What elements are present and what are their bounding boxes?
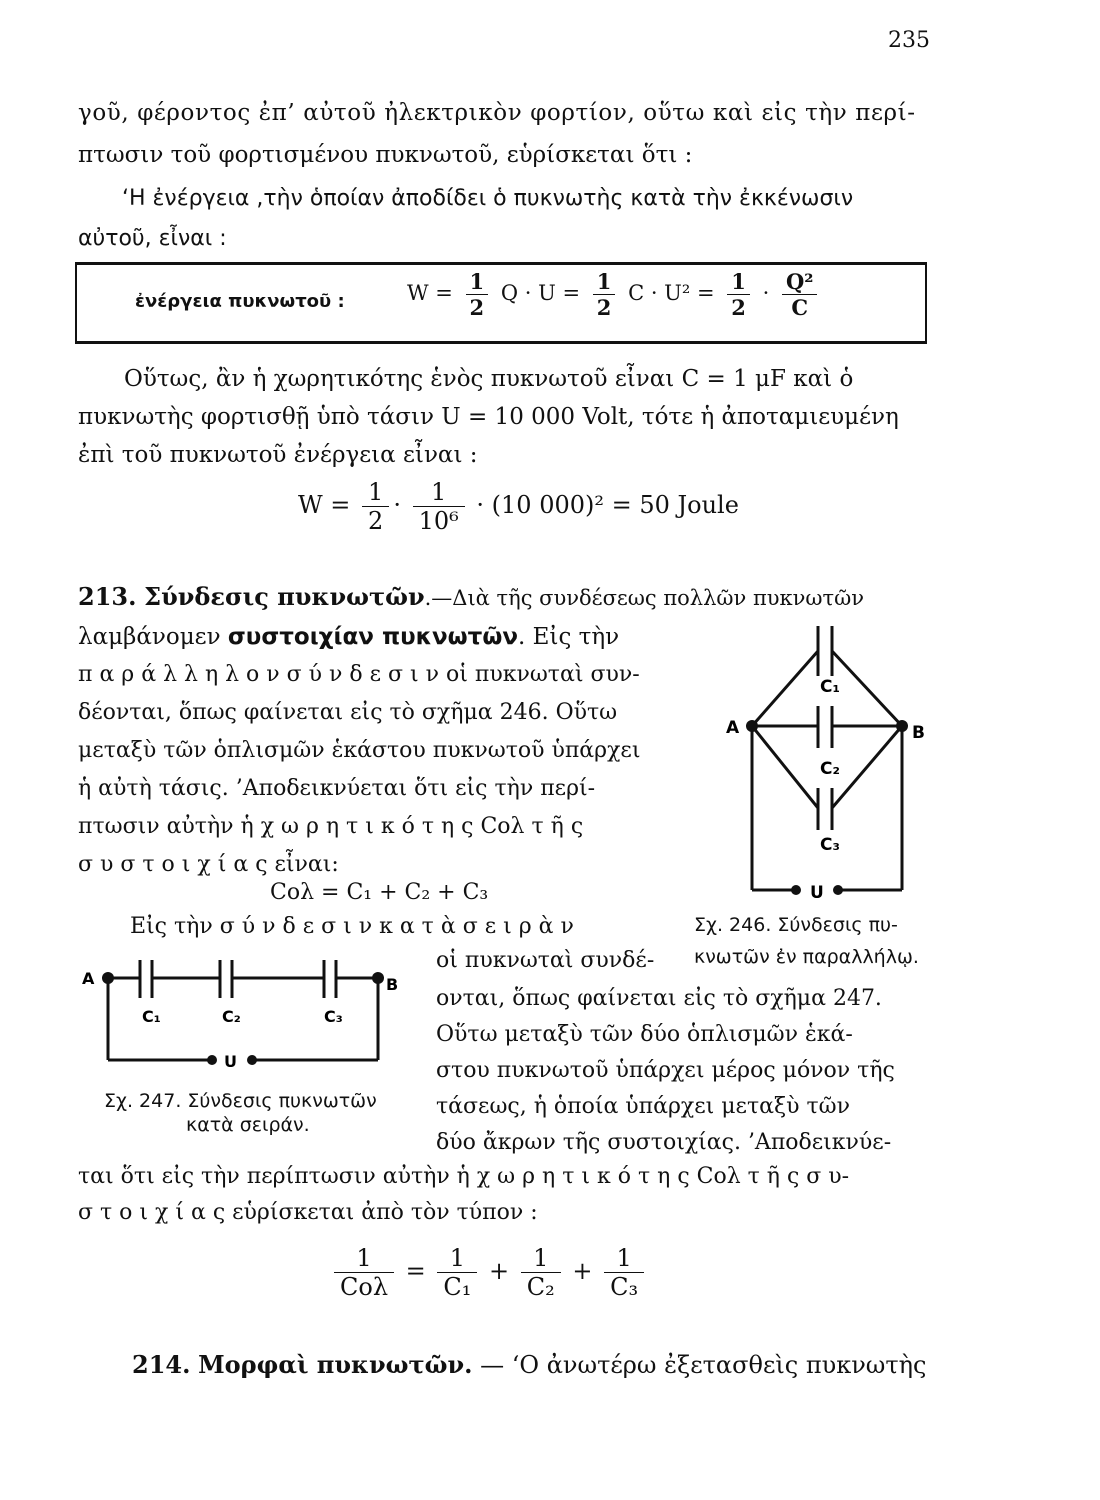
series-line-8: ται ὅτι εἰς τὴν περίπτωσιν αὐτὴν ἡ χ ω ρ η τ ι κ ό τ η ς Cολ τ ῆ ς σ υ-: [78, 1164, 850, 1189]
figure-246-caption-2: κνωτῶν ἐν παραλλήλῳ.: [694, 946, 919, 968]
fig246-label-c2: C₂: [820, 759, 840, 779]
series-line-6: τάσεως, ἡ ὁποία ὑπάρχει μεταξὺ τῶν: [436, 1094, 850, 1119]
section-213-heading: [78, 582, 864, 611]
terminal-2: [247, 1055, 257, 1065]
energy-frac-2: $\frac{1}{2}$: [593, 269, 616, 320]
example-frac-1: $\frac{1}{2}$: [362, 478, 389, 535]
intro-line-4: αὐτοῦ, εἶναι :: [78, 226, 227, 251]
section-213-title: Σύνδεσις πυκνωτῶν: [144, 582, 425, 611]
fig246-label-a: A: [726, 718, 740, 738]
intro-line-3: ‘Η ἐνέργεια ,τὴν ὁποίαν ἀποδίδει ὁ πυκνωτὴς κατὰ τὴν ἐκκένωσιν: [122, 186, 854, 211]
node-a: [746, 720, 758, 732]
fig246-label-c1: C₁: [820, 677, 840, 697]
example-frac-2: $\frac{1}{\text{10⁶}}$: [413, 478, 465, 535]
figure-247-series-circuit: [78, 950, 414, 1080]
fig246-label-u: U: [810, 883, 824, 903]
energy-term-2: C · U² =: [628, 281, 715, 305]
energy-dot: ·: [762, 281, 770, 305]
parallel-formula: Cολ = C₁ + C₂ + C₃: [270, 880, 489, 905]
fig247-label-b: B: [386, 975, 399, 994]
fig246-label-c3: C₃: [820, 835, 840, 855]
section-214-number: 214.: [132, 1350, 191, 1379]
energy-w: W =: [407, 281, 453, 305]
s213-line-2: λαμβάνομεν συστοιχίαν πυκνωτῶν. Εἰς τὴν: [78, 624, 620, 650]
series-line-2: οἱ πυκνωταὶ συνδέ-: [436, 948, 655, 973]
series-line-4: Οὕτω μεταξὺ τῶν δύο ὁπλισμῶν ἑκά-: [436, 1022, 853, 1047]
section-213-rest: .—Διὰ τῆς συνδέσεως πολλῶν πυκνωτῶν: [424, 586, 865, 610]
section-214-heading: [132, 1350, 926, 1379]
figure-246-caption-1: Σχ. 246. Σύνδεσις πυ-: [694, 914, 898, 936]
example-line-3: ἐπὶ τοῦ πυκνωτοῦ ἐνέργεια εἶναι :: [78, 442, 478, 468]
energy-term-1: Q · U =: [500, 281, 581, 305]
section-214-title: Μορφαὶ πυκνωτῶν.: [198, 1350, 473, 1379]
example-formula: W = $\frac{1}{2}$ · $\frac{1}{\text{10⁶}}$ · (10 000)² = 50 Joule: [298, 478, 739, 535]
fig247-label-c1: C₁: [142, 1007, 161, 1026]
terminal-2: [833, 885, 843, 895]
s213-line-8: σ υ σ τ ο ι χ ί α ς εἶναι:: [78, 852, 339, 877]
energy-formula: [407, 269, 823, 320]
terminal-1: [791, 885, 801, 895]
figure-247-caption-2: κατὰ σειράν.: [186, 1114, 310, 1136]
series-line-3: ονται, ὅπως φαίνεται εἰς τὸ σχῆμα 247.: [436, 986, 882, 1011]
fig247-label-a: A: [82, 969, 95, 988]
energy-formula-box: [75, 262, 927, 344]
node-b: [372, 972, 384, 984]
fig247-label-u: U: [224, 1052, 237, 1071]
example-line-1: Οὕτως, ἂν ἡ χωρητικότης ἑνὸς πυκνωτοῦ εἶναι C = 1 μF καὶ ὁ: [124, 366, 854, 392]
s213-line-3: π α ρ ά λ λ η λ ο ν σ ύ ν δ ε σ ι ν οἱ πυκνωταὶ συν-: [78, 662, 640, 687]
fig247-label-c2: C₂: [222, 1007, 241, 1026]
figure-247-caption-1: Σχ. 247. Σύνδεσις πυκνωτῶν: [104, 1090, 377, 1112]
s213-line-4: δέονται, ὅπως φαίνεται εἰς τὸ σχῆμα 246. Οὕτω: [78, 700, 618, 725]
intro-line-1: γοῦ, φέροντος ἐπ’ αὐτοῦ ἠλεκτρικὸν φορτίον, οὕτω καὶ εἰς τὴν περί-: [78, 100, 916, 126]
node-a: [102, 972, 114, 984]
terminal-1: [207, 1055, 217, 1065]
page-number: 235: [888, 28, 930, 53]
fig247-label-c3: C₃: [324, 1007, 343, 1026]
energy-frac-4: $\frac{\text{Q²}}{C}$: [782, 269, 818, 320]
energy-frac-3: $\frac{1}{2}$: [727, 269, 750, 320]
energy-label: ἐνέργεια πυκνωτοῦ :: [135, 291, 345, 312]
series-line-9: σ τ ο ι χ ί α ς εὑρίσκεται ἀπὸ τὸν τύπον :: [78, 1200, 538, 1225]
series-formula: 1 Cολ = $\frac{1}{\text{C₁}}$ + $\frac{1}{\text{C₂}}$ + $\frac{1}{\text{C₃}}$: [330, 1244, 648, 1301]
series-line-7: δύο ἄκρων τῆς συστοιχίας. ’Αποδεικνύε-: [436, 1130, 892, 1155]
energy-frac-1: $\frac{1}{2}$: [466, 269, 489, 320]
figure-246-parallel-circuit: [720, 618, 940, 904]
example-line-2: πυκνωτὴς φορτισθῇ ὑπὸ τάσιν U = 10 000 Volt, τότε ἡ ἀποταμιευμένη: [78, 404, 899, 430]
node-b: [896, 720, 908, 732]
intro-line-2: πτωσιν τοῦ φορτισμένου πυκνωτοῦ, εὑρίσκεται ὅτι :: [78, 142, 693, 168]
series-line-1: Εἰς τὴν σ ύ ν δ ε σ ι ν κ α τ ὰ σ ε ι ρ ὰ ν: [130, 914, 574, 939]
s213-line-5: μεταξὺ τῶν ὁπλισμῶν ἑκάστου πυκνωτοῦ ὑπάρχει: [78, 738, 641, 763]
section-214-rest: — ‘Ο ἀνωτέρω ἐξετασθεὶς πυκνωτὴς: [480, 1351, 927, 1379]
s213-line-6: ἡ αὐτὴ τάσις. ’Αποδεικνύεται ὅτι εἰς τὴν περί-: [78, 776, 596, 801]
section-213-number: 213.: [78, 582, 137, 611]
series-line-5: στου πυκνωτοῦ ὑπάρχει μέρος μόνον τῆς: [436, 1058, 895, 1083]
s213-line-7: πτωσιν αὐτὴν ἡ χ ω ρ η τ ι κ ό τ η ς Cολ τ ῆ ς: [78, 814, 584, 839]
fig246-label-b: B: [912, 723, 925, 743]
